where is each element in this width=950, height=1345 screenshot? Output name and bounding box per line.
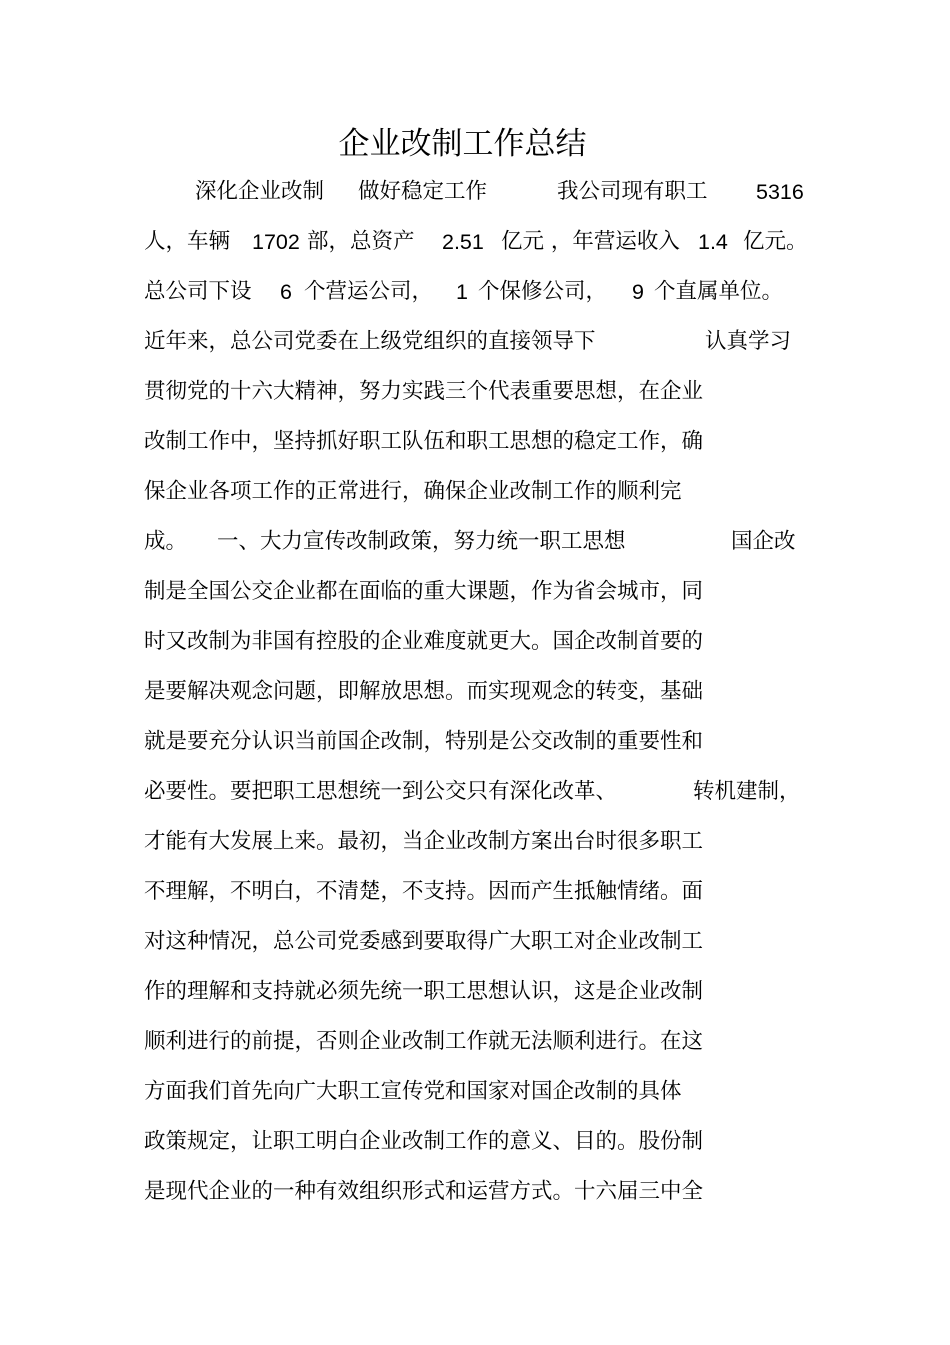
text-segment: 总公司下设	[144, 279, 252, 304]
text-segment: 1	[456, 280, 468, 304]
text-line: 顺利进行的前提，否则企业改制工作就无法顺利进行。在这	[144, 1029, 704, 1054]
text-segment: 5316	[756, 180, 804, 204]
text-line: 才能有大发展上来。最初，当企业改制方案出台时很多职工	[144, 829, 704, 854]
text-line: 是要解决观念问题，即解放思想。而实现观念的转变，基础	[144, 679, 704, 704]
text-line: 制是全国公交企业都在面临的重大课题，作为省会城市，同	[144, 579, 704, 604]
text-segment: 成。	[144, 529, 188, 554]
text-line: 政策规定，让职工明白企业改制工作的意义、目的。股份制	[144, 1129, 704, 1154]
text-line: 时又改制为非国有控股的企业难度就更大。国企改制首要的	[144, 629, 704, 654]
text-segment: 必要性。要把职工思想统一到公交只有深化改革、	[144, 779, 618, 804]
text-segment: 个保修公司，	[478, 279, 608, 304]
text-line: 不理解，不明白，不清楚，不支持。因而产生抵触情绪。面	[144, 879, 704, 904]
text-segment: 我公司现有职工	[557, 179, 708, 204]
text-segment: 国企改	[731, 529, 796, 554]
text-line: 作的理解和支持就必须先统一职工思想认识，这是企业改制	[144, 979, 704, 1004]
text-segment: 9	[632, 280, 644, 304]
text-line: 贯彻党的十六大精神，努力实践三个代表重要思想，在企业	[144, 379, 704, 404]
text-segment: 1.4	[698, 230, 728, 254]
text-segment: 6	[280, 280, 292, 304]
text-line: 方面我们首先向广大职工宣传党和国家对国企改制的具体	[144, 1079, 682, 1104]
text-segment: 做好稳定工作	[358, 179, 488, 204]
document-title: 企业改制工作总结	[338, 126, 587, 162]
text-segment: 亿元 ，年营运收入	[501, 229, 680, 254]
text-segment: 人，车辆	[144, 229, 231, 254]
text-line: 保企业各项工作的正常进行，确保企业改制工作的顺利完	[144, 479, 682, 504]
text-segment: 近年来，总公司党委在上级党组织的直接领导下	[144, 329, 596, 354]
text-line: 对这种情况，总公司党委感到要取得广大职工对企业改制工	[144, 929, 704, 954]
text-segment: 亿元。	[743, 229, 808, 254]
text-segment: 转机建制，	[693, 779, 801, 804]
text-segment: 认真学习	[705, 329, 792, 354]
text-segment: 个营运公司，	[304, 279, 434, 304]
text-line: 改制工作中，坚持抓好职工队伍和职工思想的稳定工作，确	[144, 429, 704, 454]
text-segment: 1702	[252, 230, 300, 254]
text-segment: 深化企业改制	[195, 179, 325, 204]
text-line: 是现代企业的一种有效组织形式和运营方式。十六届三中全	[144, 1179, 704, 1204]
text-line: 就是要充分认识当前国企改制，特别是公交改制的重要性和	[144, 729, 704, 754]
text-segment: 部，总资产	[307, 229, 415, 254]
text-segment: 2.51	[442, 230, 484, 254]
section-heading: 一、大力宣传改制政策，努力统一职工思想	[217, 529, 626, 554]
text-segment: 个直属单位。	[654, 279, 784, 304]
